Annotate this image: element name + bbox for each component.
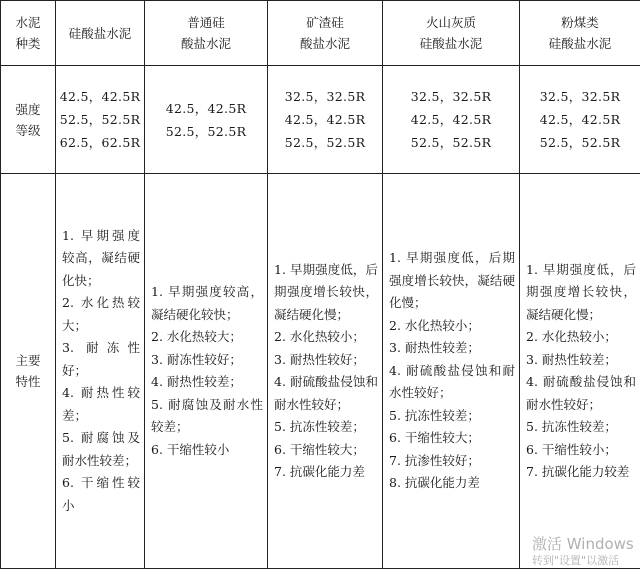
feature-item: 7. 抗渗性较好； <box>389 452 480 468</box>
header-row <box>1 1 640 66</box>
feature-item: 2. 水化热较大； <box>151 329 242 344</box>
feature-item: 1. 早期强度较高，凝结硬化快； <box>62 227 140 288</box>
feature-item: 5. 抗冻性较差； <box>274 419 365 434</box>
header-ordinary-portland: 普通硅 酸盐水泥 <box>145 1 268 66</box>
feature-item: 6. 干缩性较大； <box>274 441 365 457</box>
feature-item: 4. 耐硫酸盐侵蚀和耐水性较好； <box>526 374 636 412</box>
feature-item: 2. 水化热较小； <box>526 329 617 344</box>
feature-item: 1. 早期强度低，后期强度增长较快，凝结硬化慢； <box>274 261 378 322</box>
feature-item: 5. 耐腐蚀及耐水性较差； <box>62 430 140 468</box>
feature-item: 4. 耐硫酸盐侵蚀和耐水性较好； <box>389 362 515 401</box>
header-pozzolanic-portland: 火山灰质 硅酸盐水泥 <box>383 1 520 66</box>
features-flyash-portland <box>520 174 640 569</box>
feature-item: 6. 干缩性较小 <box>62 475 140 513</box>
grade-item: 32.5，32.5R <box>284 89 366 104</box>
grade-item: 52.5，52.5R <box>539 135 621 150</box>
grade-portland <box>56 66 145 174</box>
grade-item: 52.5，52.5R <box>410 135 492 150</box>
feature-item: 6. 干缩性较小 <box>151 441 230 457</box>
feature-item: 5. 抗冻性较差； <box>526 419 617 434</box>
feature-item: 2. 水化热较小； <box>389 317 480 333</box>
main-features-row <box>1 174 640 569</box>
feature-item: 2. 水化热较小； <box>274 329 365 344</box>
header-cement-type: 水泥 种类 <box>1 1 56 66</box>
feature-item: 3. 耐热性较差； <box>526 351 617 367</box>
feature-item: 4. 耐热性较差； <box>62 385 140 423</box>
features-portland <box>56 174 145 569</box>
feature-item: 7. 抗碳化能力差 <box>274 464 365 479</box>
feature-item: 4. 耐硫酸盐侵蚀和耐水性较好； <box>274 374 378 412</box>
feature-item: 5. 抗冻性较差； <box>389 407 480 423</box>
grade-item: 42.5，42.5R <box>539 112 621 127</box>
feature-item: 3. 耐热性较差； <box>389 340 480 356</box>
grade-item: 42.5，42.5R <box>165 100 247 116</box>
grade-item: 62.5，62.5R <box>59 135 141 150</box>
grade-pozzolanic-portland <box>383 66 520 174</box>
strength-grade-label: 强度 等级 <box>1 66 56 174</box>
header-flyash-portland: 粉煤类 硅酸盐水泥 <box>520 1 640 66</box>
grade-slag-portland <box>268 66 383 174</box>
feature-item: 2. 水化热较大； <box>62 295 140 333</box>
feature-item: 1. 早期强度低，后期强度增长较快，凝结硬化慢； <box>526 261 636 322</box>
feature-item: 7. 抗碳化能力较差 <box>526 464 630 479</box>
grade-item: 42.5，42.5R <box>410 112 492 127</box>
feature-item: 3. 耐冻性较好； <box>151 351 242 367</box>
feature-item: 8. 抗碳化能力差 <box>389 475 480 491</box>
feature-item: 4. 耐热性较差； <box>151 374 242 389</box>
header-slag-portland: 矿渣硅 酸盐水泥 <box>268 1 383 66</box>
grade-ordinary-portland <box>145 66 268 174</box>
grade-flyash-portland <box>520 66 640 174</box>
main-features-label: 主要 特性 <box>1 174 56 569</box>
features-pozzolanic-portland <box>383 174 520 569</box>
feature-item: 1. 早期强度较高，凝结硬化较快； <box>151 284 263 322</box>
feature-item: 1. 早期强度低，后期强度增长较快，凝结硬化慢； <box>389 250 515 311</box>
watermark-subtitle: 转到"设置"以激活 <box>532 554 620 567</box>
activate-windows-watermark <box>520 534 640 574</box>
grade-item: 52.5，52.5R <box>284 135 366 150</box>
features-slag-portland <box>268 174 383 569</box>
features-ordinary-portland <box>145 174 268 569</box>
strength-grade-row <box>1 66 640 174</box>
feature-item: 3. 耐冻性好； <box>62 340 140 378</box>
feature-item: 6. 干缩性较大； <box>389 430 480 446</box>
feature-item: 5. 耐腐蚀及耐水性较差； <box>151 396 263 434</box>
feature-item: 3. 耐热性较好； <box>274 351 365 367</box>
grade-item: 32.5，32.5R <box>539 89 621 104</box>
feature-item: 6. 干缩性较小； <box>526 441 617 457</box>
grade-item: 52.5，52.5R <box>59 112 141 127</box>
grade-item: 42.5，42.5R <box>59 89 141 104</box>
grade-item: 52.5，52.5R <box>165 123 247 139</box>
header-portland: 硅酸盐水泥 <box>56 1 145 66</box>
watermark-title: 激活 Windows <box>532 535 634 553</box>
grade-item: 42.5，42.5R <box>284 112 366 127</box>
grade-item: 32.5，32.5R <box>410 89 492 104</box>
